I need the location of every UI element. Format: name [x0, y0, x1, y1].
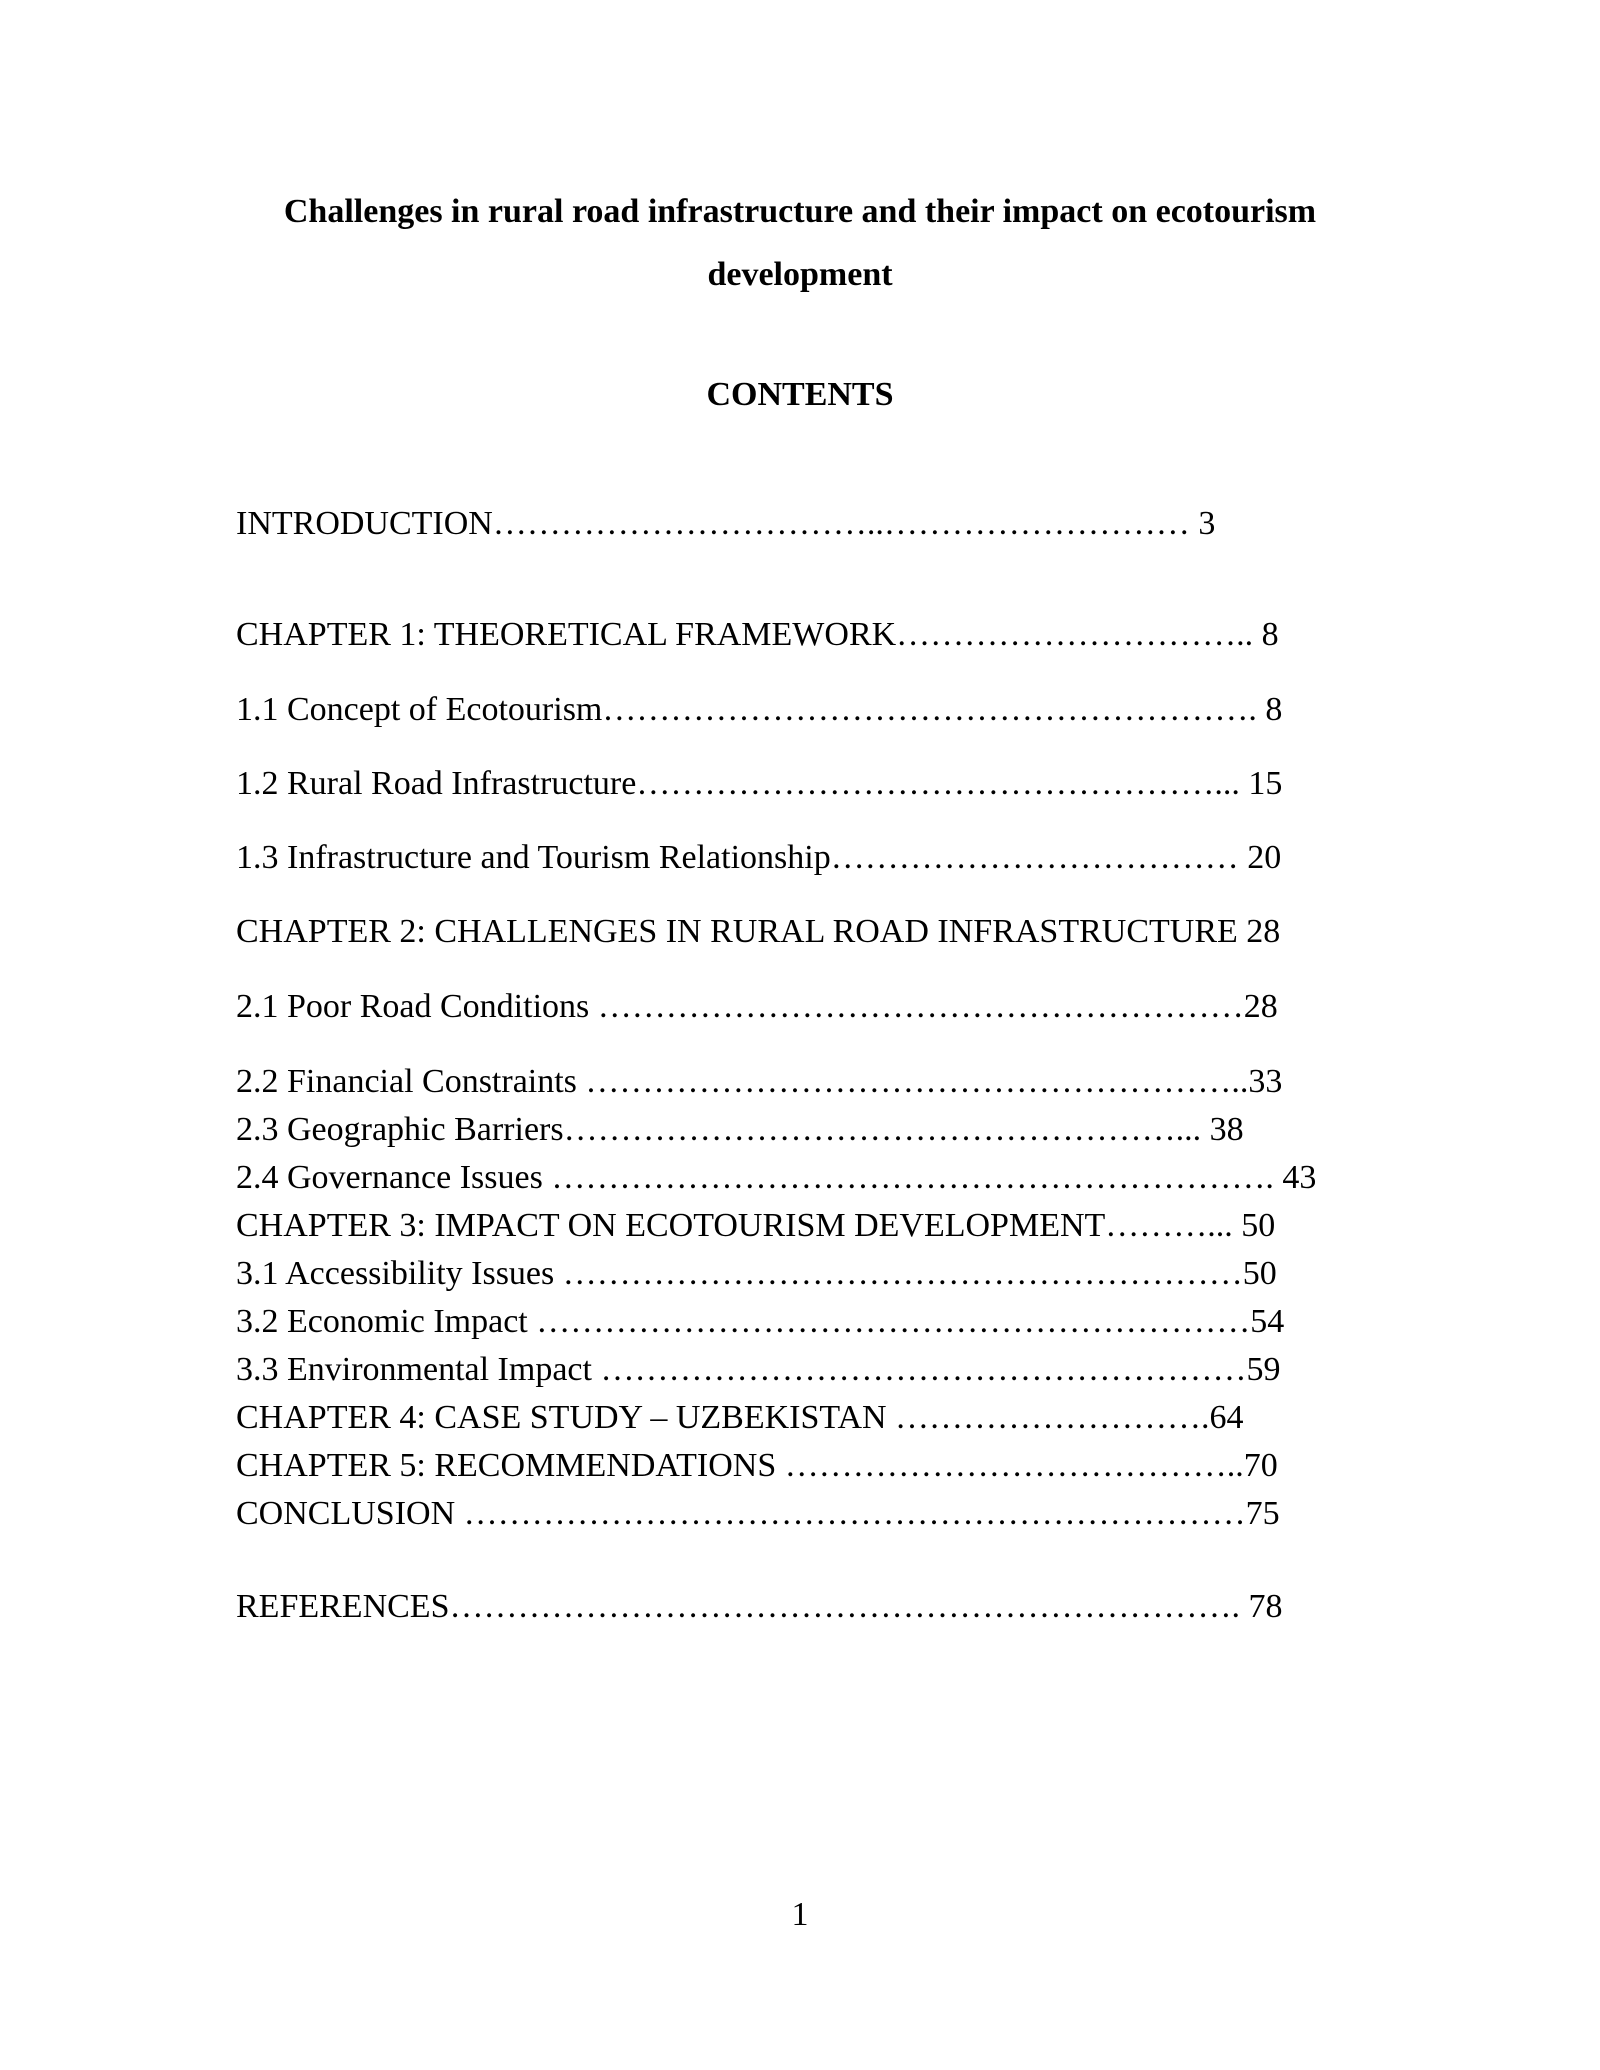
toc-entry-3-2: 3.2 Economic Impact ………………………………………………………54: [236, 1303, 1285, 1340]
toc-entry-introduction: INTRODUCTION……………………………..……………………… 3: [236, 505, 1216, 542]
toc-entry-2-3: 2.3 Geographic Barriers………………………………………………... 38: [236, 1111, 1244, 1148]
page-number: 1: [791, 1896, 809, 1933]
toc-entry-3-1: 3.1 Accessibility Issues ……………………………………………………50: [236, 1255, 1277, 1292]
toc-entry-chapter-4: CHAPTER 4: CASE STUDY – UZBEKISTAN ……………………….64: [236, 1399, 1244, 1436]
toc-entry-chapter-3: CHAPTER 3: IMPACT ON ECOTOURISM DEVELOPMENT………... 50: [236, 1207, 1276, 1244]
toc-entry-1-2: 1.2 Rural Road Infrastructure……………………………………………... 15: [236, 765, 1283, 802]
toc-entry-2-1: 2.1 Poor Road Conditions …………………………………………………28: [236, 988, 1278, 1025]
toc-entry-1-1: 1.1 Concept of Ecotourism…………………………………………………. 8: [236, 691, 1283, 728]
toc-entry-references: REFERENCES……………………………………………………………. 78: [236, 1588, 1283, 1625]
contents-heading: CONTENTS: [706, 376, 894, 413]
document-title: Challenges in rural road infrastructure and their impact on ecotourism development: [283, 193, 1317, 293]
toc-entry-2-2: 2.2 Financial Constraints …………………………………………………..33: [236, 1063, 1283, 1100]
toc-entry-chapter-1: CHAPTER 1: THEORETICAL FRAMEWORK………………………….. 8: [236, 616, 1279, 653]
toc-entry-2-4: 2.4 Governance Issues ………………………………………………………. 43: [236, 1159, 1317, 1196]
toc-entry-conclusion: CONCLUSION ……………………………………………………………75: [236, 1495, 1280, 1532]
toc-entry-chapter-5: CHAPTER 5: RECOMMENDATIONS …………………………………..70: [236, 1447, 1278, 1484]
toc-entry-1-3: 1.3 Infrastructure and Tourism Relationship……………………………… 20: [236, 839, 1282, 876]
toc-entry-3-3: 3.3 Environmental Impact …………………………………………………59: [236, 1351, 1281, 1388]
toc-entry-chapter-2: CHAPTER 2: CHALLENGES IN RURAL ROAD INFRASTRUCTURE 28: [236, 913, 1281, 950]
